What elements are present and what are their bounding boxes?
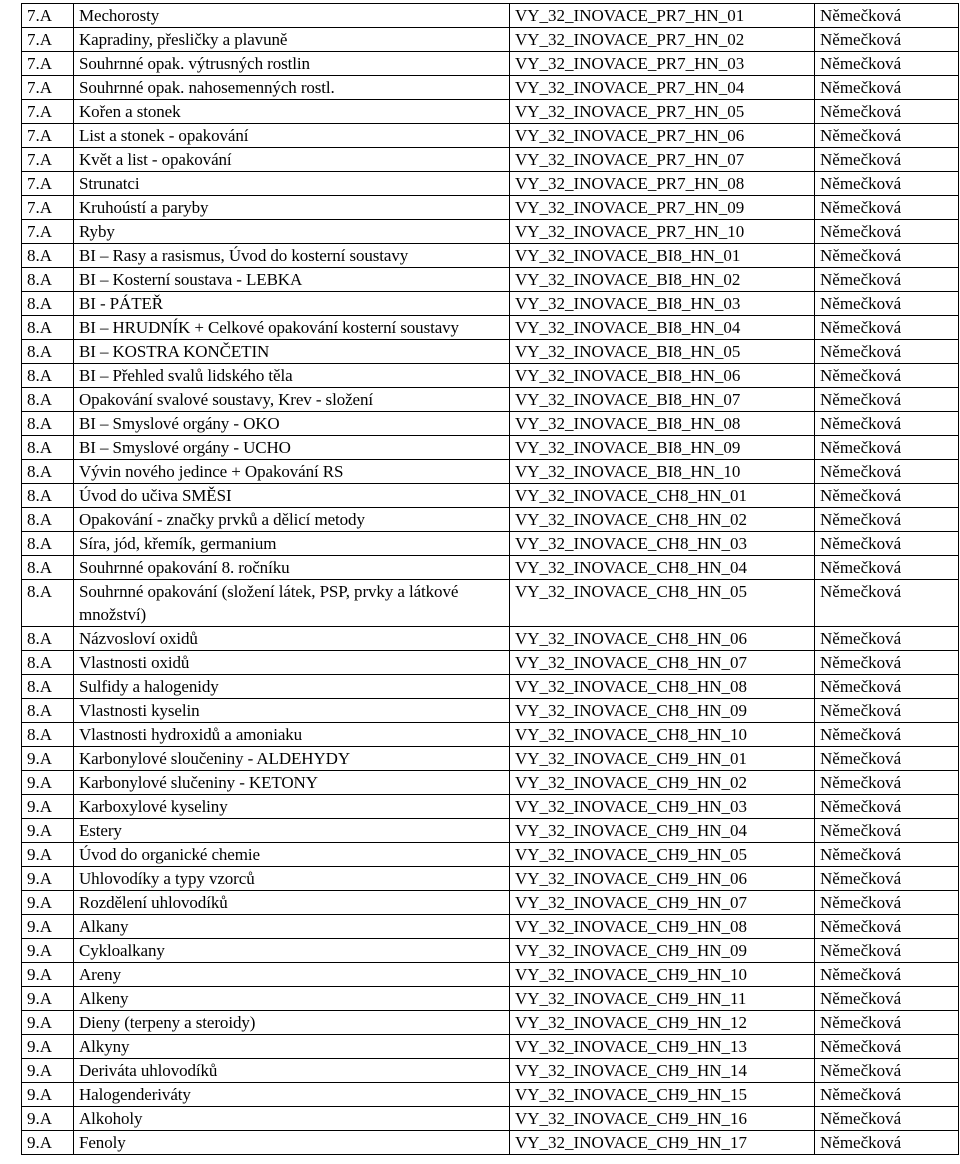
code-cell: VY_32_INOVACE_CH9_HN_07 xyxy=(510,891,815,915)
author-cell: Němečková xyxy=(815,771,959,795)
table-row xyxy=(22,1011,959,1035)
code-cell: VY_32_INOVACE_BI8_HN_07 xyxy=(510,388,815,412)
class-cell: 8.A xyxy=(22,244,74,268)
author-cell: Němečková xyxy=(815,891,959,915)
title-cell: Karbonylové slučeniny - KETONY xyxy=(74,771,510,795)
code-cell: VY_32_INOVACE_CH8_HN_08 xyxy=(510,675,815,699)
author-cell: Němečková xyxy=(815,148,959,172)
author-cell: Němečková xyxy=(815,1107,959,1131)
title-cell: Alkyny xyxy=(74,1035,510,1059)
title-cell: Uhlovodíky a typy vzorců xyxy=(74,867,510,891)
table-row xyxy=(22,28,959,52)
title-cell: Deriváta uhlovodíků xyxy=(74,1059,510,1083)
title-cell: Úvod do učiva SMĚSI xyxy=(74,484,510,508)
class-cell: 9.A xyxy=(22,1107,74,1131)
author-cell: Němečková xyxy=(815,364,959,388)
class-cell: 7.A xyxy=(22,28,74,52)
table-row xyxy=(22,148,959,172)
table-row xyxy=(22,292,959,316)
materials-table xyxy=(21,3,959,1155)
class-cell: 9.A xyxy=(22,915,74,939)
class-cell: 8.A xyxy=(22,268,74,292)
table-row xyxy=(22,963,959,987)
table-row xyxy=(22,891,959,915)
title-cell: BI – Smyslové orgány - UCHO xyxy=(74,436,510,460)
class-cell: 8.A xyxy=(22,484,74,508)
author-cell: Němečková xyxy=(815,651,959,675)
author-cell: Němečková xyxy=(815,124,959,148)
table-row xyxy=(22,172,959,196)
title-cell: BI - PÁTEŘ xyxy=(74,292,510,316)
author-cell: Němečková xyxy=(815,196,959,220)
table-row xyxy=(22,699,959,723)
class-cell: 9.A xyxy=(22,795,74,819)
author-cell: Němečková xyxy=(815,1131,959,1155)
title-cell: Kruhoústí a paryby xyxy=(74,196,510,220)
code-cell: VY_32_INOVACE_CH9_HN_17 xyxy=(510,1131,815,1155)
code-cell: VY_32_INOVACE_PR7_HN_06 xyxy=(510,124,815,148)
code-cell: VY_32_INOVACE_CH8_HN_09 xyxy=(510,699,815,723)
title-cell: Vlastnosti kyselin xyxy=(74,699,510,723)
author-cell: Němečková xyxy=(815,220,959,244)
table-row xyxy=(22,843,959,867)
class-cell: 7.A xyxy=(22,172,74,196)
class-cell: 8.A xyxy=(22,460,74,484)
table-row xyxy=(22,627,959,651)
table-row xyxy=(22,100,959,124)
code-cell: VY_32_INOVACE_CH8_HN_04 xyxy=(510,556,815,580)
code-cell: VY_32_INOVACE_CH8_HN_06 xyxy=(510,627,815,651)
class-cell: 8.A xyxy=(22,316,74,340)
table-row xyxy=(22,4,959,28)
author-cell: Němečková xyxy=(815,627,959,651)
table-row xyxy=(22,340,959,364)
code-cell: VY_32_INOVACE_CH9_HN_06 xyxy=(510,867,815,891)
author-cell: Němečková xyxy=(815,100,959,124)
title-cell: Dieny (terpeny a steroidy) xyxy=(74,1011,510,1035)
code-cell: VY_32_INOVACE_CH9_HN_13 xyxy=(510,1035,815,1059)
code-cell: VY_32_INOVACE_CH8_HN_05 xyxy=(510,580,815,627)
class-cell: 9.A xyxy=(22,819,74,843)
code-cell: VY_32_INOVACE_CH9_HN_11 xyxy=(510,987,815,1011)
title-cell: BI – KOSTRA KONČETIN xyxy=(74,340,510,364)
table-row xyxy=(22,1059,959,1083)
table-row xyxy=(22,771,959,795)
author-cell: Němečková xyxy=(815,268,959,292)
author-cell: Němečková xyxy=(815,556,959,580)
author-cell: Němečková xyxy=(815,532,959,556)
title-cell: Úvod do organické chemie xyxy=(74,843,510,867)
table-row xyxy=(22,556,959,580)
code-cell: VY_32_INOVACE_CH8_HN_02 xyxy=(510,508,815,532)
table-row xyxy=(22,723,959,747)
title-cell: Síra, jód, křemík, germanium xyxy=(74,532,510,556)
title-cell: Areny xyxy=(74,963,510,987)
code-cell: VY_32_INOVACE_CH8_HN_07 xyxy=(510,651,815,675)
class-cell: 9.A xyxy=(22,1083,74,1107)
table-row xyxy=(22,508,959,532)
class-cell: 7.A xyxy=(22,148,74,172)
code-cell: VY_32_INOVACE_PR7_HN_04 xyxy=(510,76,815,100)
title-cell: Souhrnné opak. nahosemenných rostl. xyxy=(74,76,510,100)
title-cell: Halogenderiváty xyxy=(74,1083,510,1107)
table-row xyxy=(22,819,959,843)
title-cell: Mechorosty xyxy=(74,4,510,28)
code-cell: VY_32_INOVACE_PR7_HN_05 xyxy=(510,100,815,124)
class-cell: 9.A xyxy=(22,867,74,891)
title-cell: Vývin nového jedince + Opakování RS xyxy=(74,460,510,484)
table-row xyxy=(22,1107,959,1131)
table-row xyxy=(22,316,959,340)
author-cell: Němečková xyxy=(815,1059,959,1083)
author-cell: Němečková xyxy=(815,819,959,843)
title-cell: Souhrnné opakování (složení látek, PSP, prvky a látkové množství) xyxy=(74,580,510,627)
class-cell: 7.A xyxy=(22,196,74,220)
table-row xyxy=(22,196,959,220)
code-cell: VY_32_INOVACE_CH9_HN_01 xyxy=(510,747,815,771)
title-cell: Vlastnosti oxidů xyxy=(74,651,510,675)
author-cell: Němečková xyxy=(815,580,959,627)
class-cell: 7.A xyxy=(22,124,74,148)
author-cell: Němečková xyxy=(815,316,959,340)
author-cell: Němečková xyxy=(815,675,959,699)
title-cell: BI – Rasy a rasismus, Úvod do kosterní soustavy xyxy=(74,244,510,268)
code-cell: VY_32_INOVACE_PR7_HN_07 xyxy=(510,148,815,172)
author-cell: Němečková xyxy=(815,747,959,771)
author-cell: Němečková xyxy=(815,4,959,28)
table-row xyxy=(22,580,959,627)
table-row xyxy=(22,364,959,388)
code-cell: VY_32_INOVACE_BI8_HN_01 xyxy=(510,244,815,268)
code-cell: VY_32_INOVACE_BI8_HN_03 xyxy=(510,292,815,316)
code-cell: VY_32_INOVACE_CH9_HN_05 xyxy=(510,843,815,867)
code-cell: VY_32_INOVACE_CH9_HN_08 xyxy=(510,915,815,939)
class-cell: 8.A xyxy=(22,388,74,412)
title-cell: Alkoholy xyxy=(74,1107,510,1131)
class-cell: 9.A xyxy=(22,1011,74,1035)
table-row xyxy=(22,244,959,268)
title-cell: Rozdělení uhlovodíků xyxy=(74,891,510,915)
table-row xyxy=(22,867,959,891)
title-cell: Kořen a stonek xyxy=(74,100,510,124)
code-cell: VY_32_INOVACE_CH9_HN_10 xyxy=(510,963,815,987)
class-cell: 8.A xyxy=(22,556,74,580)
code-cell: VY_32_INOVACE_CH8_HN_10 xyxy=(510,723,815,747)
class-cell: 8.A xyxy=(22,340,74,364)
title-cell: Karboxylové kyseliny xyxy=(74,795,510,819)
table-row xyxy=(22,651,959,675)
code-cell: VY_32_INOVACE_CH9_HN_09 xyxy=(510,939,815,963)
class-cell: 7.A xyxy=(22,220,74,244)
class-cell: 8.A xyxy=(22,436,74,460)
table-row xyxy=(22,747,959,771)
author-cell: Němečková xyxy=(815,915,959,939)
code-cell: VY_32_INOVACE_PR7_HN_02 xyxy=(510,28,815,52)
class-cell: 9.A xyxy=(22,1035,74,1059)
author-cell: Němečková xyxy=(815,987,959,1011)
code-cell: VY_32_INOVACE_CH9_HN_12 xyxy=(510,1011,815,1035)
author-cell: Němečková xyxy=(815,1083,959,1107)
table-row xyxy=(22,795,959,819)
table-row xyxy=(22,460,959,484)
code-cell: VY_32_INOVACE_CH8_HN_01 xyxy=(510,484,815,508)
code-cell: VY_32_INOVACE_BI8_HN_04 xyxy=(510,316,815,340)
table-row xyxy=(22,1131,959,1155)
title-cell: Názvosloví oxidů xyxy=(74,627,510,651)
author-cell: Němečková xyxy=(815,484,959,508)
class-cell: 7.A xyxy=(22,100,74,124)
class-cell: 7.A xyxy=(22,52,74,76)
code-cell: VY_32_INOVACE_CH9_HN_02 xyxy=(510,771,815,795)
title-cell: Opakování svalové soustavy, Krev - složení xyxy=(74,388,510,412)
table-row xyxy=(22,915,959,939)
class-cell: 8.A xyxy=(22,508,74,532)
class-cell: 9.A xyxy=(22,891,74,915)
author-cell: Němečková xyxy=(815,412,959,436)
title-cell: BI – Přehled svalů lidského těla xyxy=(74,364,510,388)
author-cell: Němečková xyxy=(815,340,959,364)
table-row xyxy=(22,484,959,508)
table-row xyxy=(22,412,959,436)
author-cell: Němečková xyxy=(815,508,959,532)
code-cell: VY_32_INOVACE_CH9_HN_16 xyxy=(510,1107,815,1131)
table-row xyxy=(22,939,959,963)
title-cell: Alkany xyxy=(74,915,510,939)
class-cell: 8.A xyxy=(22,675,74,699)
title-cell: Estery xyxy=(74,819,510,843)
class-cell: 9.A xyxy=(22,963,74,987)
author-cell: Němečková xyxy=(815,76,959,100)
class-cell: 9.A xyxy=(22,939,74,963)
code-cell: VY_32_INOVACE_PR7_HN_09 xyxy=(510,196,815,220)
code-cell: VY_32_INOVACE_BI8_HN_06 xyxy=(510,364,815,388)
class-cell: 8.A xyxy=(22,580,74,627)
author-cell: Němečková xyxy=(815,963,959,987)
author-cell: Němečková xyxy=(815,436,959,460)
author-cell: Němečková xyxy=(815,723,959,747)
author-cell: Němečková xyxy=(815,1035,959,1059)
author-cell: Němečková xyxy=(815,52,959,76)
class-cell: 8.A xyxy=(22,364,74,388)
code-cell: VY_32_INOVACE_PR7_HN_01 xyxy=(510,4,815,28)
code-cell: VY_32_INOVACE_BI8_HN_02 xyxy=(510,268,815,292)
code-cell: VY_32_INOVACE_PR7_HN_03 xyxy=(510,52,815,76)
title-cell: List a stonek - opakování xyxy=(74,124,510,148)
title-cell: Květ a list - opakování xyxy=(74,148,510,172)
table-row xyxy=(22,675,959,699)
author-cell: Němečková xyxy=(815,244,959,268)
class-cell: 9.A xyxy=(22,1059,74,1083)
class-cell: 8.A xyxy=(22,699,74,723)
class-cell: 9.A xyxy=(22,771,74,795)
author-cell: Němečková xyxy=(815,388,959,412)
code-cell: VY_32_INOVACE_PR7_HN_10 xyxy=(510,220,815,244)
author-cell: Němečková xyxy=(815,28,959,52)
title-cell: BI – Smyslové orgány - OKO xyxy=(74,412,510,436)
table-row xyxy=(22,268,959,292)
title-cell: BI – Kosterní soustava - LEBKA xyxy=(74,268,510,292)
class-cell: 8.A xyxy=(22,723,74,747)
code-cell: VY_32_INOVACE_CH9_HN_04 xyxy=(510,819,815,843)
author-cell: Němečková xyxy=(815,460,959,484)
title-cell: Vlastnosti hydroxidů a amoniaku xyxy=(74,723,510,747)
table-row xyxy=(22,1083,959,1107)
title-cell: Souhrnné opak. výtrusných rostlin xyxy=(74,52,510,76)
author-cell: Němečková xyxy=(815,699,959,723)
class-cell: 9.A xyxy=(22,843,74,867)
title-cell: Strunatci xyxy=(74,172,510,196)
code-cell: VY_32_INOVACE_CH9_HN_03 xyxy=(510,795,815,819)
table-row xyxy=(22,436,959,460)
table-row xyxy=(22,987,959,1011)
title-cell: Cykloalkany xyxy=(74,939,510,963)
title-cell: Karbonylové sloučeniny - ALDEHYDY xyxy=(74,747,510,771)
code-cell: VY_32_INOVACE_CH9_HN_15 xyxy=(510,1083,815,1107)
class-cell: 7.A xyxy=(22,4,74,28)
author-cell: Němečková xyxy=(815,1011,959,1035)
table-row xyxy=(22,220,959,244)
title-cell: Ryby xyxy=(74,220,510,244)
class-cell: 8.A xyxy=(22,627,74,651)
author-cell: Němečková xyxy=(815,939,959,963)
code-cell: VY_32_INOVACE_BI8_HN_08 xyxy=(510,412,815,436)
table-row xyxy=(22,1035,959,1059)
class-cell: 9.A xyxy=(22,747,74,771)
table-row xyxy=(22,52,959,76)
class-cell: 8.A xyxy=(22,651,74,675)
code-cell: VY_32_INOVACE_BI8_HN_10 xyxy=(510,460,815,484)
table-row xyxy=(22,388,959,412)
title-cell: Sulfidy a halogenidy xyxy=(74,675,510,699)
code-cell: VY_32_INOVACE_PR7_HN_08 xyxy=(510,172,815,196)
table-row xyxy=(22,124,959,148)
author-cell: Němečková xyxy=(815,867,959,891)
code-cell: VY_32_INOVACE_CH9_HN_14 xyxy=(510,1059,815,1083)
title-cell: BI – HRUDNÍK + Celkové opakování kosterní soustavy xyxy=(74,316,510,340)
code-cell: VY_32_INOVACE_BI8_HN_09 xyxy=(510,436,815,460)
title-cell: Fenoly xyxy=(74,1131,510,1155)
class-cell: 7.A xyxy=(22,76,74,100)
author-cell: Němečková xyxy=(815,795,959,819)
title-cell: Alkeny xyxy=(74,987,510,1011)
code-cell: VY_32_INOVACE_CH8_HN_03 xyxy=(510,532,815,556)
title-cell: Opakování - značky prvků a dělicí metody xyxy=(74,508,510,532)
class-cell: 9.A xyxy=(22,1131,74,1155)
author-cell: Němečková xyxy=(815,172,959,196)
title-cell: Kapradiny, přesličky a plavuně xyxy=(74,28,510,52)
table-row xyxy=(22,532,959,556)
materials-table-body xyxy=(22,4,959,1155)
class-cell: 9.A xyxy=(22,987,74,1011)
title-cell: Souhrnné opakování 8. ročníku xyxy=(74,556,510,580)
class-cell: 8.A xyxy=(22,292,74,316)
author-cell: Němečková xyxy=(815,843,959,867)
code-cell: VY_32_INOVACE_BI8_HN_05 xyxy=(510,340,815,364)
class-cell: 8.A xyxy=(22,412,74,436)
table-row xyxy=(22,76,959,100)
class-cell: 8.A xyxy=(22,532,74,556)
author-cell: Němečková xyxy=(815,292,959,316)
